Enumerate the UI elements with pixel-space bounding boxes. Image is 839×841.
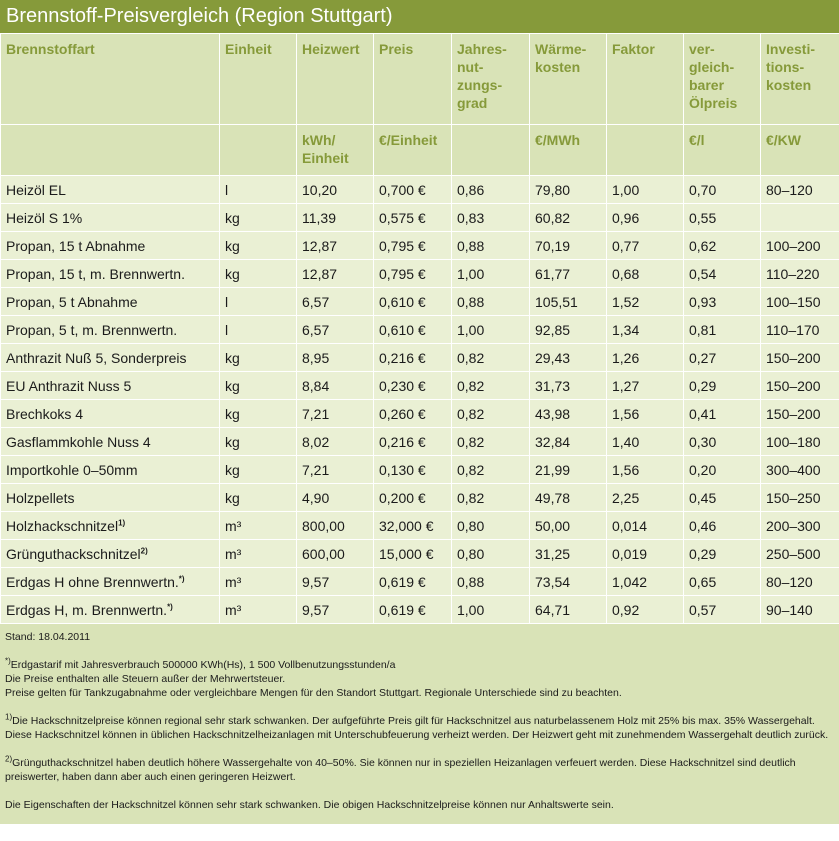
cell-preis: 0,610 €	[374, 316, 452, 344]
cell-oelpreis: 0,27	[684, 344, 761, 372]
cell-waermekosten: 64,71	[530, 596, 607, 624]
cell-brennstoffart	[1, 176, 220, 204]
cell-nutzungsgrad: 0,86	[452, 176, 530, 204]
cell-nutzungsgrad: 0,88	[452, 568, 530, 596]
cell-einheit: m³	[220, 540, 297, 568]
cell-heizwert: 12,87	[297, 232, 374, 260]
cell-brennstoffart	[1, 540, 220, 568]
table-row	[1, 204, 839, 232]
cell-oelpreis: 0,93	[684, 288, 761, 316]
col-header-preis: Preis	[374, 34, 452, 125]
cell-einheit: l	[220, 288, 297, 316]
footnote-marker: *)	[178, 573, 185, 583]
cell-invest: 150–200	[761, 400, 839, 428]
note-2	[5, 756, 833, 784]
unit-heizwert: kWh/ Einheit	[297, 125, 374, 176]
col-header-nutzungsgrad: Jahres- nut- zungs- grad	[452, 34, 530, 125]
cell-einheit: kg	[220, 204, 297, 232]
cell-faktor: 0,019	[607, 540, 684, 568]
cell-invest: 150–200	[761, 344, 839, 372]
cell-brennstoffart	[1, 316, 220, 344]
cell-brennstoffart	[1, 232, 220, 260]
cell-preis: 0,216 €	[374, 428, 452, 456]
cell-faktor: 1,40	[607, 428, 684, 456]
col-header-waermekosten: Wärme- kosten	[530, 34, 607, 125]
cell-nutzungsgrad: 0,82	[452, 400, 530, 428]
cell-heizwert: 7,21	[297, 456, 374, 484]
cell-einheit: m³	[220, 568, 297, 596]
cell-oelpreis: 0,41	[684, 400, 761, 428]
cell-faktor: 1,00	[607, 176, 684, 204]
cell-heizwert: 10,20	[297, 176, 374, 204]
footnotes	[0, 624, 839, 824]
cell-preis: 0,130 €	[374, 456, 452, 484]
cell-waermekosten: 73,54	[530, 568, 607, 596]
cell-oelpreis: 0,81	[684, 316, 761, 344]
cell-preis: 0,216 €	[374, 344, 452, 372]
cell-faktor: 1,56	[607, 400, 684, 428]
cell-nutzungsgrad: 0,82	[452, 484, 530, 512]
unit-waermekosten: €/MWh	[530, 125, 607, 176]
table-row	[1, 484, 839, 512]
note-1-text: Die Hackschnitzelpreise können regional sehr stark schwanken. Der aufgeführte Preis gilt für Hackschnitzel aus naturbelassenem Holz mit 25% bis max. 35% Wassergehalt. Diese Hackschnitzel können in üblichen Hackschnitzelheizanlagen mit Unterschubfeuerung verheizt werden. Der Heizwert geht mit zunehmendem Wassergehalt deutlich zurück.	[5, 715, 829, 741]
note-erdgas-text: Erdgastarif mit Jahresverbrauch 500000 KWh(Hs), 1 500 Vollbenutzungsstunden/a	[10, 659, 396, 671]
footnote-marker: 2)	[140, 545, 148, 555]
cell-faktor: 1,042	[607, 568, 684, 596]
note-erdgas-marker: *)	[5, 656, 11, 666]
cell-einheit: kg	[220, 232, 297, 260]
cell-waermekosten: 61,77	[530, 260, 607, 288]
fuel-name: Erdgas H, m. Brennwertn.	[6, 601, 168, 618]
cell-nutzungsgrad: 0,82	[452, 428, 530, 456]
table-row	[1, 316, 839, 344]
cell-faktor: 0,92	[607, 596, 684, 624]
col-header-heizwert: Heizwert	[297, 34, 374, 125]
unit-brennstoffart	[1, 125, 220, 176]
cell-einheit: kg	[220, 428, 297, 456]
cell-heizwert: 7,21	[297, 400, 374, 428]
cell-brennstoffart	[1, 372, 220, 400]
cell-faktor: 1,34	[607, 316, 684, 344]
cell-preis: 0,610 €	[374, 288, 452, 316]
cell-preis: 0,260 €	[374, 400, 452, 428]
cell-invest: 150–250	[761, 484, 839, 512]
cell-preis: 0,795 €	[374, 260, 452, 288]
fuel-name: Heizöl EL	[6, 181, 66, 198]
cell-preis: 0,200 €	[374, 484, 452, 512]
fuel-name: Anthrazit Nuß 5, Sonderpreis	[6, 349, 187, 366]
cell-waermekosten: 50,00	[530, 512, 607, 540]
unit-invest: €/KW	[761, 125, 839, 176]
cell-oelpreis: 0,57	[684, 596, 761, 624]
cell-nutzungsgrad: 0,80	[452, 512, 530, 540]
cell-invest: 100–150	[761, 288, 839, 316]
cell-faktor: 0,77	[607, 232, 684, 260]
unit-row	[1, 125, 839, 176]
note-tankzug: Preise gelten für Tankzugabnahme oder vergleichbare Mengen für den Standort Stuttgart. Regionale Unterschiede sind zu beachten.	[5, 687, 622, 699]
cell-faktor: 0,96	[607, 204, 684, 232]
cell-oelpreis: 0,29	[684, 540, 761, 568]
fuel-name: Gasflammkohle Nuss 4	[6, 433, 151, 450]
note-1	[5, 714, 833, 742]
cell-oelpreis: 0,65	[684, 568, 761, 596]
cell-preis: 0,619 €	[374, 568, 452, 596]
fuel-name: Heizöl S 1%	[6, 209, 83, 226]
cell-waermekosten: 21,99	[530, 456, 607, 484]
cell-heizwert: 11,39	[297, 204, 374, 232]
cell-preis: 0,619 €	[374, 596, 452, 624]
table-row	[1, 260, 839, 288]
cell-preis: 0,230 €	[374, 372, 452, 400]
cell-faktor: 1,27	[607, 372, 684, 400]
unit-preis: €/Einheit	[374, 125, 452, 176]
col-header-brennstoffart: Brennstoffart	[1, 34, 220, 125]
cell-heizwert: 8,95	[297, 344, 374, 372]
fuel-name: Propan, 5 t, m. Brennwertn.	[6, 321, 178, 338]
cell-heizwert: 4,90	[297, 484, 374, 512]
cell-faktor: 1,56	[607, 456, 684, 484]
table-body	[1, 176, 839, 624]
cell-brennstoffart	[1, 344, 220, 372]
table-row	[1, 372, 839, 400]
note-2-text: Grünguthackschnitzel haben deutlich höhere Wassergehalte von 40–50%. Sie können nur in speziellen Heizanlagen verfeuert werden. Diese Hackschnitzel sind deutlich preiswerter, haben dann aber auch einen geringeren Heizwert.	[5, 757, 796, 783]
cell-faktor: 0,68	[607, 260, 684, 288]
cell-brennstoffart	[1, 400, 220, 428]
cell-waermekosten: 92,85	[530, 316, 607, 344]
cell-oelpreis: 0,54	[684, 260, 761, 288]
cell-brennstoffart	[1, 288, 220, 316]
table-row	[1, 568, 839, 596]
cell-invest	[761, 204, 839, 232]
footnote-marker: *)	[167, 601, 173, 611]
cell-heizwert: 8,02	[297, 428, 374, 456]
cell-nutzungsgrad: 0,82	[452, 344, 530, 372]
cell-waermekosten: 49,78	[530, 484, 607, 512]
cell-einheit: kg	[220, 400, 297, 428]
cell-waermekosten: 105,51	[530, 288, 607, 316]
cell-waermekosten: 31,25	[530, 540, 607, 568]
cell-preis: 0,575 €	[374, 204, 452, 232]
cell-invest: 100–200	[761, 232, 839, 260]
cell-brennstoffart	[1, 568, 220, 596]
cell-invest: 110–170	[761, 316, 839, 344]
fuel-price-table	[0, 33, 839, 624]
note-eigenschaften: Die Eigenschaften der Hackschnitzel können sehr stark schwanken. Die obigen Hackschnitzelpreise können nur Anhaltswerte sein.	[5, 799, 614, 811]
table-row	[1, 400, 839, 428]
fuel-name: Propan, 5 t Abnahme	[6, 293, 138, 310]
note-2-marker: 2)	[5, 754, 13, 764]
table-row	[1, 512, 839, 540]
table-row	[1, 232, 839, 260]
cell-heizwert: 6,57	[297, 288, 374, 316]
cell-invest: 110–220	[761, 260, 839, 288]
unit-faktor	[607, 125, 684, 176]
unit-einheit	[220, 125, 297, 176]
cell-brennstoffart	[1, 456, 220, 484]
cell-waermekosten: 31,73	[530, 372, 607, 400]
table-row	[1, 428, 839, 456]
note-1-marker: 1)	[5, 712, 13, 722]
cell-invest: 100–180	[761, 428, 839, 456]
cell-waermekosten: 43,98	[530, 400, 607, 428]
col-header-faktor: Faktor	[607, 34, 684, 125]
unit-nutzungsgrad	[452, 125, 530, 176]
cell-invest: 90–140	[761, 596, 839, 624]
table-row	[1, 344, 839, 372]
cell-invest: 250–500	[761, 540, 839, 568]
cell-heizwert: 8,84	[297, 372, 374, 400]
cell-nutzungsgrad: 1,00	[452, 316, 530, 344]
cell-preis: 15,000 €	[374, 540, 452, 568]
cell-nutzungsgrad: 0,83	[452, 204, 530, 232]
note-steuern: Die Preise enthalten alle Steuern außer der Mehrwertsteuer.	[5, 673, 286, 685]
page-title: Brennstoff-Preisvergleich (Region Stuttgart)	[0, 0, 839, 33]
cell-invest: 150–200	[761, 372, 839, 400]
cell-waermekosten: 29,43	[530, 344, 607, 372]
cell-brennstoffart	[1, 512, 220, 540]
cell-nutzungsgrad: 1,00	[452, 260, 530, 288]
fuel-name: Grünguthackschnitzel	[6, 545, 141, 562]
cell-faktor: 0,014	[607, 512, 684, 540]
cell-faktor: 2,25	[607, 484, 684, 512]
cell-brennstoffart	[1, 484, 220, 512]
fuel-name: Holzpellets	[6, 489, 75, 506]
cell-heizwert: 6,57	[297, 316, 374, 344]
fuel-name: Propan, 15 t, m. Brennwertn.	[6, 265, 185, 282]
cell-einheit: kg	[220, 372, 297, 400]
cell-nutzungsgrad: 0,80	[452, 540, 530, 568]
col-header-einheit: Einheit	[220, 34, 297, 125]
cell-preis: 0,795 €	[374, 232, 452, 260]
cell-einheit: kg	[220, 260, 297, 288]
cell-nutzungsgrad: 0,82	[452, 456, 530, 484]
col-header-oelpreis: ver- gleich- barer Ölpreis	[684, 34, 761, 125]
cell-einheit: m³	[220, 512, 297, 540]
cell-waermekosten: 79,80	[530, 176, 607, 204]
cell-nutzungsgrad: 0,88	[452, 288, 530, 316]
table-row	[1, 540, 839, 568]
cell-nutzungsgrad: 0,82	[452, 372, 530, 400]
stand-date: Stand: 18.04.2011	[5, 631, 91, 643]
cell-oelpreis: 0,70	[684, 176, 761, 204]
cell-invest: 80–120	[761, 568, 839, 596]
cell-einheit: l	[220, 176, 297, 204]
fuel-name: Propan, 15 t Abnahme	[6, 237, 146, 254]
cell-heizwert: 12,87	[297, 260, 374, 288]
cell-einheit: kg	[220, 484, 297, 512]
cell-heizwert: 800,00	[297, 512, 374, 540]
fuel-name: EU Anthrazit Nuss 5	[6, 377, 132, 394]
cell-einheit: kg	[220, 344, 297, 372]
table-row	[1, 596, 839, 624]
header-row	[1, 34, 839, 125]
cell-faktor: 1,26	[607, 344, 684, 372]
cell-oelpreis: 0,46	[684, 512, 761, 540]
note-erdgas	[5, 658, 833, 672]
cell-waermekosten: 60,82	[530, 204, 607, 232]
fuel-name: Erdgas H ohne Brennwertn.	[6, 573, 179, 590]
cell-invest: 300–400	[761, 456, 839, 484]
cell-nutzungsgrad: 0,88	[452, 232, 530, 260]
table-row	[1, 456, 839, 484]
cell-heizwert: 600,00	[297, 540, 374, 568]
fuel-name: Brechkoks 4	[6, 405, 84, 422]
cell-oelpreis: 0,45	[684, 484, 761, 512]
fuel-name: Importkohle 0–50mm	[6, 461, 138, 478]
cell-oelpreis: 0,20	[684, 456, 761, 484]
cell-brennstoffart	[1, 428, 220, 456]
table-row	[1, 176, 839, 204]
cell-brennstoffart	[1, 260, 220, 288]
cell-waermekosten: 32,84	[530, 428, 607, 456]
cell-waermekosten: 70,19	[530, 232, 607, 260]
cell-preis: 0,700 €	[374, 176, 452, 204]
cell-invest: 80–120	[761, 176, 839, 204]
cell-faktor: 1,52	[607, 288, 684, 316]
cell-oelpreis: 0,30	[684, 428, 761, 456]
cell-oelpreis: 0,55	[684, 204, 761, 232]
cell-brennstoffart	[1, 596, 220, 624]
cell-heizwert: 9,57	[297, 568, 374, 596]
cell-einheit: l	[220, 316, 297, 344]
cell-einheit: m³	[220, 596, 297, 624]
cell-oelpreis: 0,29	[684, 372, 761, 400]
cell-brennstoffart	[1, 204, 220, 232]
cell-nutzungsgrad: 1,00	[452, 596, 530, 624]
cell-invest: 200–300	[761, 512, 839, 540]
col-header-invest: Investi- tions- kosten	[761, 34, 839, 125]
unit-oelpreis: €/l	[684, 125, 761, 176]
fuel-name: Holzhackschnitzel	[6, 517, 119, 534]
cell-oelpreis: 0,62	[684, 232, 761, 260]
table-row	[1, 288, 839, 316]
footnote-marker: 1)	[118, 517, 126, 527]
cell-einheit: kg	[220, 456, 297, 484]
cell-heizwert: 9,57	[297, 596, 374, 624]
cell-preis: 32,000 €	[374, 512, 452, 540]
